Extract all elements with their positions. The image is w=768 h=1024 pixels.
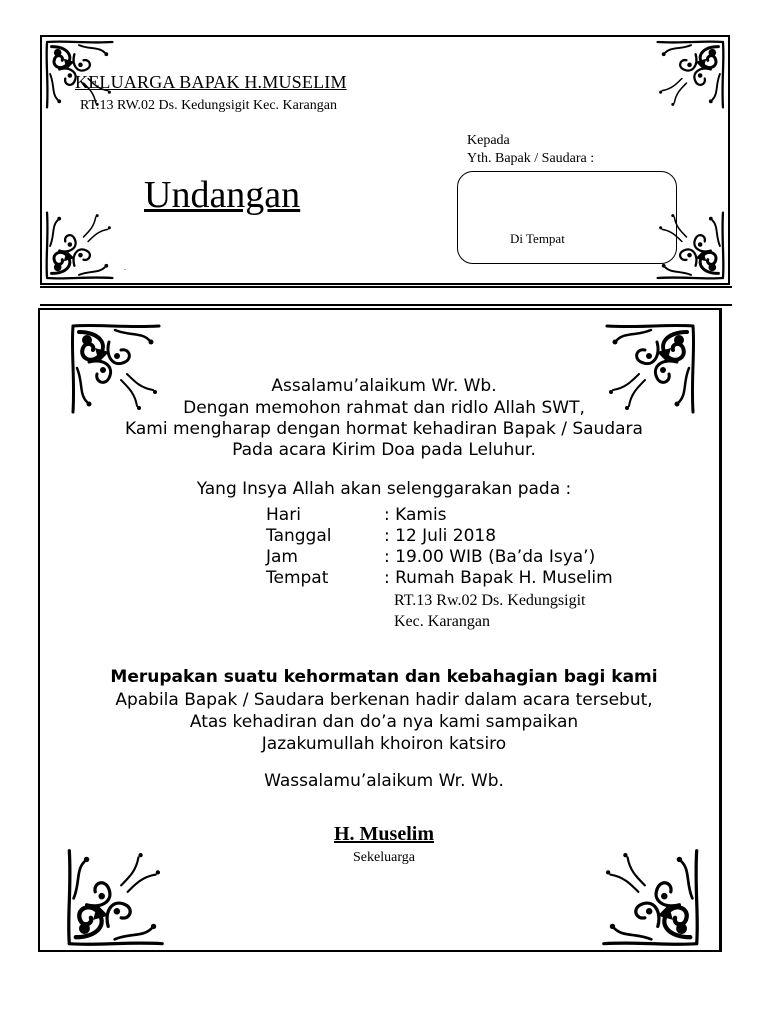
greeting: Assalamu’alaikum Wr. Wb.: [271, 376, 497, 396]
detail-label-place: Tempat: [266, 568, 329, 588]
place-address-line-1: RT.13 Rw.02 Ds. Kedungsigit: [394, 592, 586, 609]
signature-sub: Sekeluarga: [353, 850, 415, 865]
ornament-envelope-bottom-left: [44, 205, 120, 281]
stray-mark: ∙: [124, 265, 126, 274]
family-address: RT.13 RW.02 Ds. Kedungsigit Kec. Karangan: [80, 98, 337, 113]
detail-label-time: Jam: [266, 547, 298, 567]
to-salutation: Yth. Bapak / Saudara :: [467, 151, 595, 166]
detail-value-time: : 19.00 WIB (Ba’da Isya’): [384, 547, 596, 567]
detail-value-day: : Kamis: [384, 505, 447, 525]
honor-line: Merupakan suatu kehormatan dan kebahagian bagi kami: [110, 667, 658, 687]
invitation-title: Undangan: [144, 174, 301, 216]
detail-label-day: Hari: [266, 505, 301, 525]
body-line-3: Pada acara Kirim Doa pada Leluhur.: [232, 440, 536, 460]
detail-label-date: Tanggal: [266, 526, 332, 546]
place-address-line-2: Kec. Karangan: [394, 613, 490, 630]
body-line-2: Kami mengharap dengan hormat kehadiran Bapak / Saudara: [125, 419, 643, 439]
detail-value-date: : 12 Juli 2018: [384, 526, 497, 546]
closing-line-2: Atas kehadiran dan do’a nya kami sampaikan: [189, 712, 579, 732]
detail-value-place: : Rumah Bapak H. Muselim: [384, 568, 613, 588]
ornament-envelope-top-right: [650, 39, 726, 115]
details-intro: Yang Insya Allah akan selenggarakan pada :: [196, 479, 572, 499]
closing-line-1: Apabila Bapak / Saudara berkenan hadir dalam acara tersebut,: [115, 690, 653, 710]
recipient-address-box: [457, 171, 677, 264]
place-label: Di Tempat: [510, 231, 565, 246]
to-label: Kepada: [467, 133, 510, 148]
closing-line-3: Jazakumullah khoiron katsiro: [261, 734, 507, 754]
family-name: KELUARGA BAPAK H.MUSELIM: [75, 72, 347, 92]
body-line-1: Dengan memohon rahmat dan ridlo Allah SWT,: [183, 398, 585, 418]
farewell: Wassalamu’alaikum Wr. Wb.: [264, 771, 504, 791]
envelope-divider: [40, 286, 732, 308]
signature-name: H. Muselim: [334, 823, 434, 845]
